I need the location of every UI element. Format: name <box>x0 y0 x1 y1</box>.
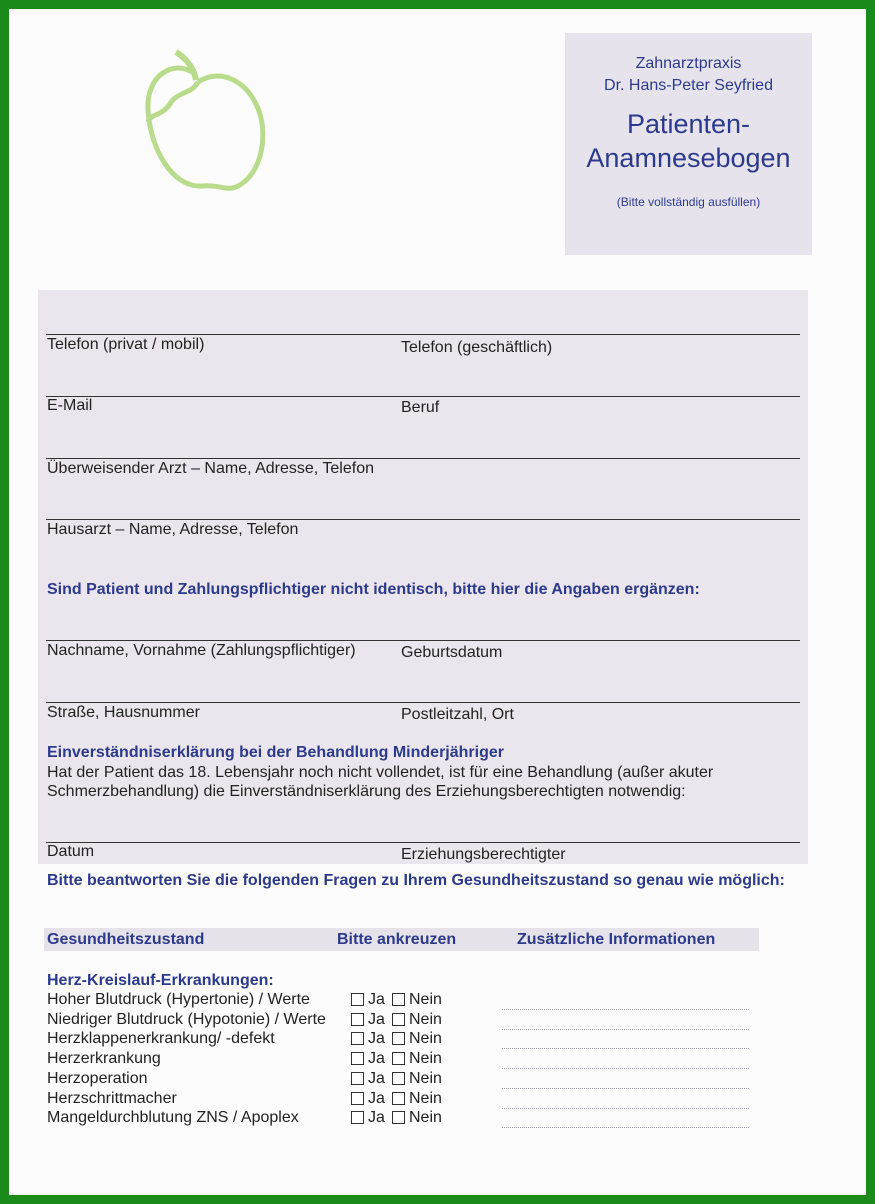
label-date: Datum <box>47 843 95 860</box>
label-birthdate: Geburtsdatum <box>401 644 503 661</box>
label-email: E-Mail <box>47 397 93 414</box>
consent-heading: Einverständniserklärung bei der Behandlung Minderjähriger <box>47 744 504 761</box>
question-row <box>47 1011 767 1031</box>
question-label: Niedriger Blutdruck (Hypotonie) / Werte <box>47 1010 326 1028</box>
payer-name-input-line[interactable] <box>46 640 800 641</box>
fill-hint: (Bitte vollständig ausfüllen) <box>616 195 761 209</box>
no-label: Nein <box>409 1010 442 1028</box>
question-row <box>47 1090 767 1110</box>
no-checkbox[interactable] <box>392 993 405 1006</box>
question-row <box>47 1109 767 1129</box>
question-row <box>47 1070 767 1090</box>
question-row <box>47 1030 767 1050</box>
payer-heading: Sind Patient und Zahlungspflichtiger nicht identisch, bitte hier die Angaben ergänzen: <box>47 581 700 598</box>
no-checkbox[interactable] <box>392 1032 405 1045</box>
yes-checkbox[interactable] <box>351 1032 364 1045</box>
consent-text: Hat der Patient das 18. Lebensjahr noch nicht vollendet, ist für eine Behandlung (außer akuter Schmerzbehandlung) die Einverständniserklärung des Erziehungsberechtigten notwendig: <box>47 764 714 800</box>
label-street: Straße, Hausnummer <box>47 704 200 721</box>
yes-checkbox[interactable] <box>351 1013 364 1026</box>
question-label: Herzoperation <box>47 1069 148 1087</box>
no-label: Nein <box>409 1050 442 1068</box>
yes-label: Ja <box>368 1050 385 1068</box>
no-label: Nein <box>409 1109 442 1127</box>
question-label: Herzschrittmacher <box>47 1089 177 1107</box>
no-checkbox[interactable] <box>392 1072 405 1085</box>
yes-label: Ja <box>368 991 385 1008</box>
practice-line-1: Zahnarztpraxis <box>635 55 742 72</box>
label-phone-business: Telefon (geschäftlich) <box>401 339 553 356</box>
col-health: Gesundheitszustand <box>47 931 205 948</box>
label-payer-name: Nachname, Vornahme (Zahlungspflichtiger) <box>47 642 356 659</box>
label-referrer: Überweisender Arzt – Name, Adresse, Telefon <box>47 460 374 477</box>
yes-label: Ja <box>368 1109 385 1127</box>
phone-input-line[interactable] <box>46 334 800 335</box>
question-label: Hoher Blutdruck (Hypertonie) / Werte <box>47 991 310 1008</box>
question-row <box>47 1050 767 1070</box>
no-checkbox[interactable] <box>392 1052 405 1065</box>
signature-input-line[interactable] <box>46 842 800 843</box>
yes-label: Ja <box>368 1030 385 1048</box>
no-checkbox[interactable] <box>392 1111 405 1124</box>
no-label: Nein <box>409 1069 442 1087</box>
yes-label: Ja <box>368 1069 385 1087</box>
title-line-1: Patienten- <box>626 109 751 139</box>
title-line-2: Anamnesebogen <box>586 143 791 173</box>
gp-input-line[interactable] <box>46 519 800 520</box>
referrer-input-line[interactable] <box>46 458 800 459</box>
info-input-line[interactable] <box>502 1127 749 1128</box>
apple-logo-icon <box>132 48 272 198</box>
questions-heading: Bitte beantworten Sie die folgenden Fragen zu Ihrem Gesundheitszustand so genau wie möglich: <box>47 872 785 889</box>
no-label: Nein <box>409 991 442 1008</box>
label-gp: Hausarzt – Name, Adresse, Telefon <box>47 521 299 538</box>
yes-checkbox[interactable] <box>351 1111 364 1124</box>
practice-name <box>565 53 812 97</box>
yes-label: Ja <box>368 1089 385 1107</box>
no-label: Nein <box>409 1030 442 1048</box>
label-zip-city: Postleitzahl, Ort <box>401 706 514 723</box>
question-label: Herzerkrankung <box>47 1050 161 1068</box>
header-box <box>565 33 812 255</box>
question-label: Mangeldurchblutung ZNS / Apoplex <box>47 1109 299 1127</box>
col-info: Zusätzliche Informationen <box>517 931 716 948</box>
no-label: Nein <box>409 1089 442 1107</box>
email-input-line[interactable] <box>46 396 800 397</box>
document-title <box>565 107 812 175</box>
label-guardian: Erziehungsberechtigter <box>401 846 566 863</box>
col-check: Bitte ankreuzen <box>337 931 457 948</box>
yes-checkbox[interactable] <box>351 1092 364 1105</box>
form-panel <box>38 290 808 864</box>
label-phone-private: Telefon (privat / mobil) <box>47 336 205 353</box>
yes-label: Ja <box>368 1010 385 1028</box>
yes-checkbox[interactable] <box>351 1052 364 1065</box>
no-checkbox[interactable] <box>392 1013 405 1026</box>
label-job: Beruf <box>401 399 440 416</box>
question-label: Herzklappenerkrankung/ -defekt <box>47 1030 275 1048</box>
table-header <box>44 928 759 951</box>
no-checkbox[interactable] <box>392 1092 405 1105</box>
yes-checkbox[interactable] <box>351 1072 364 1085</box>
category-heading: Herz-Kreislauf-Erkrankungen: <box>47 972 274 989</box>
street-input-line[interactable] <box>46 702 800 703</box>
practice-line-2: Dr. Hans-Peter Seyfried <box>604 77 773 94</box>
yes-checkbox[interactable] <box>351 993 364 1006</box>
question-row <box>47 991 767 1011</box>
